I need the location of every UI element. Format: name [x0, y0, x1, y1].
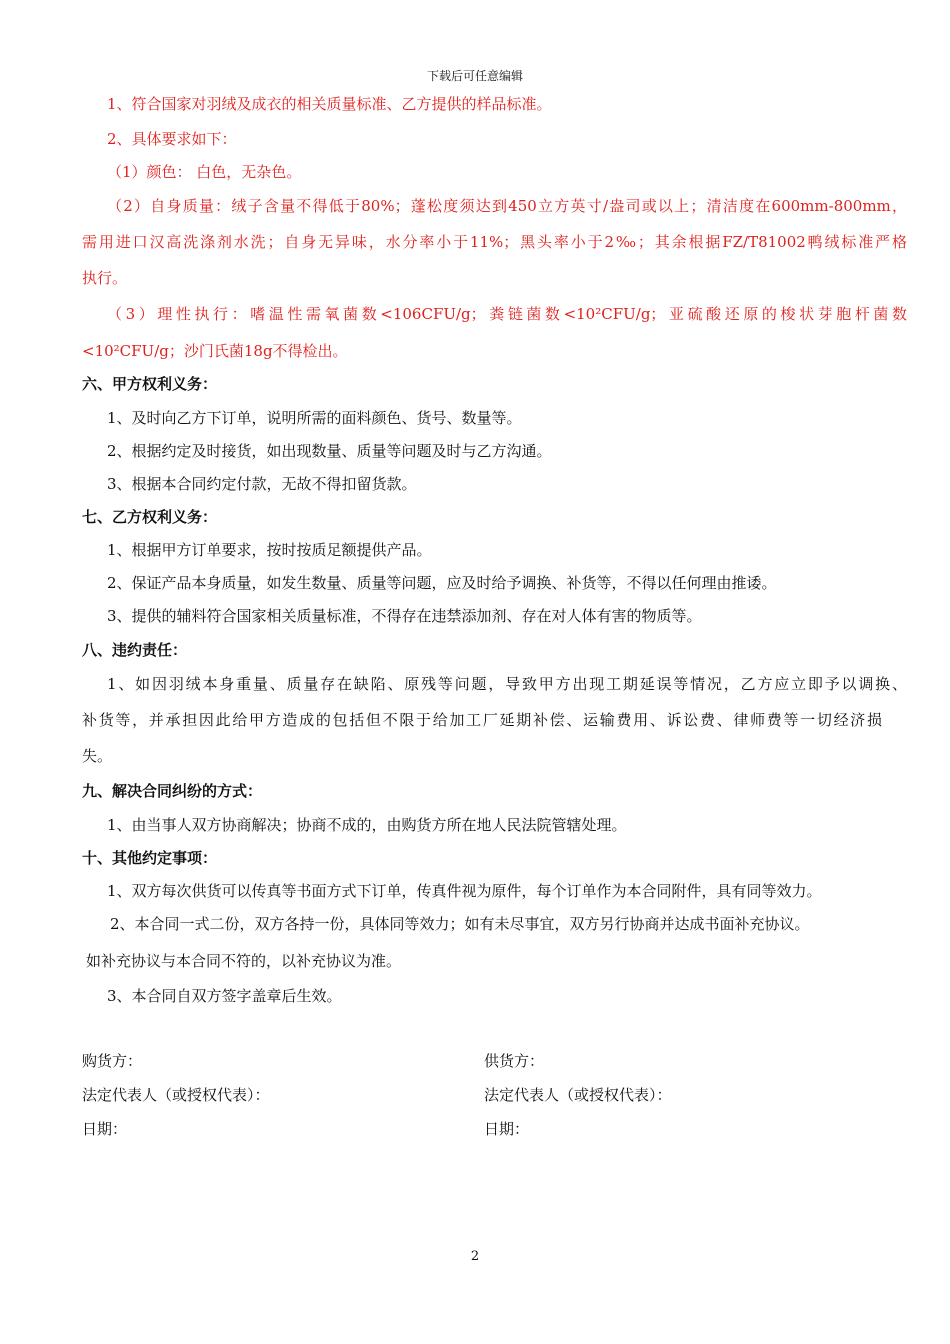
page-number: 2 — [470, 1249, 480, 1264]
section-8-line-3: 失。 — [82, 747, 113, 765]
quality-self-line-1: （2）自身质量：绒子含量不得低于80%；蓬松度须达到450立方英寸/盎司或以上；清洁度在600mm-800mm， — [107, 197, 907, 215]
section-9-item-1: 1、由当事人双方协商解决；协商不成的，由购货方所在地人民法院管辖处理。 — [107, 816, 627, 834]
buyer-date-label: 日期： — [82, 1120, 128, 1138]
section-8-line-1: 1、如因羽绒本身重量、质量存在缺陷、原残等问题，导致甲方出现工期延误等情况，乙方应立即予以调换、 — [107, 675, 907, 693]
section-7-item-3: 3、提供的辅料符合国家相关质量标准，不得存在违禁添加剂、存在对人体有害的物质等。 — [107, 607, 702, 625]
section-10-item-1: 1、双方每次供货可以传真等书面方式下订单，传真件视为原件，每个订单作为本合同附件，具有同等效力。 — [107, 882, 822, 900]
quality-color: （1）颜色： 白色，无杂色。 — [107, 163, 302, 181]
header-note: 下载后可任意编辑 — [426, 69, 523, 83]
section-6-item-1: 1、及时向乙方下订单，说明所需的面料颜色、货号、数量等。 — [107, 409, 522, 427]
quality-item-1: 1、符合国家对羽绒及成衣的相关质量标准、乙方提供的样品标准。 — [107, 95, 552, 113]
section-7-title: 七、乙方权利义务： — [82, 508, 218, 526]
buyer-label: 购货方： — [82, 1052, 143, 1070]
section-6-title: 六、甲方权利义务： — [82, 375, 218, 393]
quality-physical-line-1: （3）理性执行：嗜温性需氧菌数<106CFU/g；粪链菌数<10²CFU/g；亚硫酸还原的梭状芽胞杆菌数 — [107, 305, 907, 323]
seller-date-label: 日期： — [484, 1120, 530, 1138]
section-10-item-3: 3、本合同自双方签字盖章后生效。 — [107, 987, 342, 1005]
section-10-item-2-line-2: 如补充协议与本合同不符的，以补充协议为准。 — [86, 952, 402, 970]
section-7-item-1: 1、根据甲方订单要求，按时按质足额提供产品。 — [107, 541, 432, 559]
section-8-line-2: 补货等，并承担因此给甲方造成的包括但不限于给加工厂延期补偿、运输费用、诉讼费、律师费等一切经济损 — [82, 711, 882, 729]
seller-representative-label: 法定代表人（或授权代表）： — [484, 1086, 672, 1104]
seller-label: 供货方： — [484, 1052, 545, 1070]
buyer-representative-label: 法定代表人（或授权代表）： — [82, 1086, 270, 1104]
quality-self-line-3: 执行。 — [82, 269, 128, 287]
section-10-item-2-line-1: 2、本合同一式二份，双方各持一份，具体同等效力；如有未尽事宜，双方另行协商并达成书面补充协议。 — [110, 915, 810, 933]
quality-physical-line-2: <10²CFU/g；沙门氏菌18g不得检出。 — [82, 342, 348, 360]
section-10-title: 十、其他约定事项： — [82, 849, 218, 867]
quality-self-line-2: 需用进口汉高洗涤剂水洗；自身无异味，水分率小于11%；黑头率小于2‰；其余根据FZ/T81002鸭绒标准严格 — [82, 233, 907, 251]
section-6-item-2: 2、根据约定及时接货，如出现数量、质量等问题及时与乙方沟通。 — [107, 442, 552, 460]
quality-item-2: 2、具体要求如下： — [107, 130, 237, 148]
section-7-item-2: 2、保证产品本身质量，如发生数量、质量等问题，应及时给予调换、补货等，不得以任何理由推诿。 — [107, 574, 777, 592]
section-6-item-3: 3、根据本合同约定付款，无故不得扣留货款。 — [107, 475, 417, 493]
section-9-title: 九、解决合同纠纷的方式： — [82, 782, 263, 800]
section-8-title: 八、违约责任： — [82, 641, 188, 659]
